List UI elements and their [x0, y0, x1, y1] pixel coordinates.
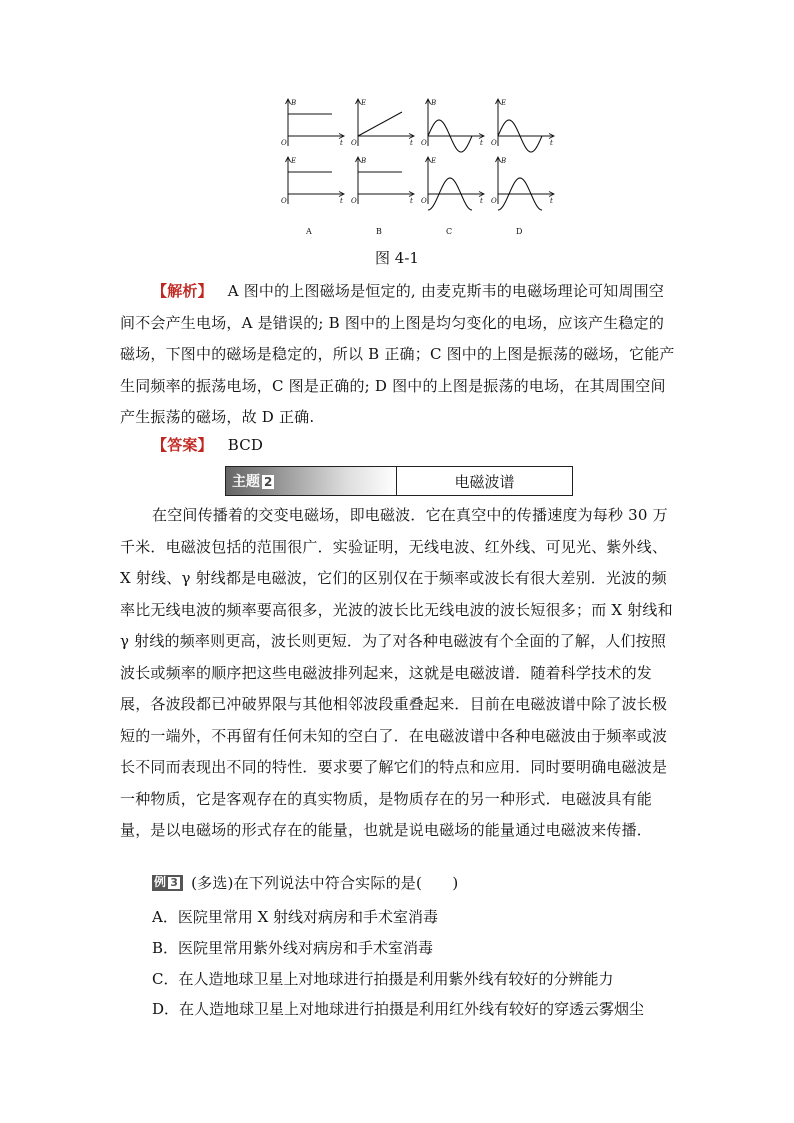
- axis-label-E: E: [361, 99, 367, 107]
- axis-label-t: t: [410, 139, 413, 147]
- axis-label-B: B: [361, 157, 367, 165]
- axis-label-B: B: [501, 157, 507, 165]
- figure-caption: 图 4-1: [375, 249, 419, 267]
- body-text: 在空间传播着的交变电磁场，即电磁波．它在真空中的传播速度为每秒 30 万千米．电磁波包括的范围很广．实验证明，无线电波、红外线、可见光、紫外线、X 射线、γ 射线都是电磁波，它们的区别仅在于频率或波长有很大差别．光波的频率比无线电波的频率要高很多，光波的波长比无线电波的波长短很多；而 X 射线和 γ 射线的频率则更高，波长则更短．为了对各种电磁波有个全面的了解，人们按照波长或频率的顺序把这些电磁波排列起来，这就是电磁波谱．随着科学技术的发展，各波段都已冲破界限与其他相邻波段重叠起来．目前在电磁波谱中除了波长极短的一端外，不再留有任何未知的空白了．在电磁波谱中各种电磁波由于频率或波长不同而表现出不同的特性．要求要了解它们的特点和应用．同时要明确电磁波是一种物质，它是客观存在的真实物质，是物质存在的另一种形式．电磁波具有能量，是以电磁场的形式存在的能量，也就是说电磁场的能量通过电磁波来传播．: [120, 506, 673, 839]
- analysis-tag: 【解析】: [152, 282, 213, 300]
- answer-line: [120, 430, 676, 462]
- example-question: [152, 868, 682, 900]
- graph-label-A: A: [306, 227, 312, 236]
- option-c: C．在人造地球卫星上对地球进行拍摄是利用紫外线有较好的分辨能力: [152, 970, 614, 988]
- graph-label-D: D: [516, 227, 523, 236]
- axis-label-t: t: [340, 139, 343, 147]
- axis-label-t: t: [480, 139, 483, 147]
- axis-label-E: E: [431, 157, 437, 165]
- option-a: A．医院里常用 X 射线对病房和手术室消毒: [152, 908, 439, 926]
- origin-label: O: [491, 139, 497, 147]
- axis-label-t: t: [480, 197, 483, 205]
- axis-label-t: t: [550, 139, 553, 147]
- axis-label-B: B: [291, 99, 297, 107]
- axis-label-t: t: [550, 197, 553, 205]
- origin-label: O: [351, 139, 357, 147]
- axis-label-E: E: [291, 157, 297, 165]
- example-badge: 例 3: [152, 875, 183, 891]
- origin-label: O: [421, 197, 427, 205]
- topic-number: 2: [264, 475, 273, 489]
- analysis-text: A 图中的上图磁场是恒定的, 由麦克斯韦的电磁场理论可知周围空间不会产生电场，A 是错误的; B 图中的上图是均匀变化的电场，应该产生稳定的磁场，下图中的磁场是稳定的，所以 B 正确；C 图中的上图是振荡的磁场，它能产生同频率的振荡电场，C 图是正确的; D 图中的上图是振荡的电场，在其周围空间产生振荡的磁场，故 D 正确.: [120, 282, 675, 426]
- origin-label: O: [281, 197, 287, 205]
- axis-label-E: E: [501, 99, 507, 107]
- option-d: D．在人造地球卫星上对地球进行拍摄是利用红外线有较好的穿透云雾烟尘: [152, 1000, 645, 1018]
- graph-grid: [270, 92, 560, 242]
- axis-label-t: t: [410, 197, 413, 205]
- topic-label: 主题: [232, 474, 260, 490]
- topic-title: 电磁波谱: [454, 472, 515, 491]
- origin-label: O: [351, 197, 357, 205]
- graph-bottom-A: [281, 157, 344, 205]
- axis-label-t: t: [340, 197, 343, 205]
- graph-label-B: B: [376, 227, 382, 236]
- graph-bottom-D: [491, 157, 554, 210]
- answer-value: BCD: [227, 436, 264, 454]
- graph-label-C: C: [446, 227, 453, 236]
- body-paragraph: [120, 500, 676, 847]
- figure-4-1: [270, 92, 560, 242]
- origin-label: O: [281, 139, 287, 147]
- example-question-text: (多选)在下列说法中符合实际的是( ): [191, 874, 459, 892]
- option-b: B．医院里常用紫外线对病房和手术室消毒: [152, 939, 434, 957]
- answer-tag: 【答案】: [152, 436, 213, 454]
- origin-label: O: [491, 197, 497, 205]
- topic-header: [225, 466, 573, 496]
- graph-top-C: [421, 99, 484, 152]
- analysis-paragraph: [120, 276, 676, 434]
- axis-label-B: B: [431, 99, 437, 107]
- graph-top-B: [351, 99, 414, 147]
- graph-top-A: [281, 99, 344, 147]
- graph-bottom-B: [351, 157, 414, 205]
- graph-curve: [358, 112, 402, 136]
- topic-label-cell: [226, 467, 397, 495]
- graph-bottom-C: [421, 157, 484, 210]
- graph-top-D: [491, 99, 554, 152]
- origin-label: O: [421, 139, 427, 147]
